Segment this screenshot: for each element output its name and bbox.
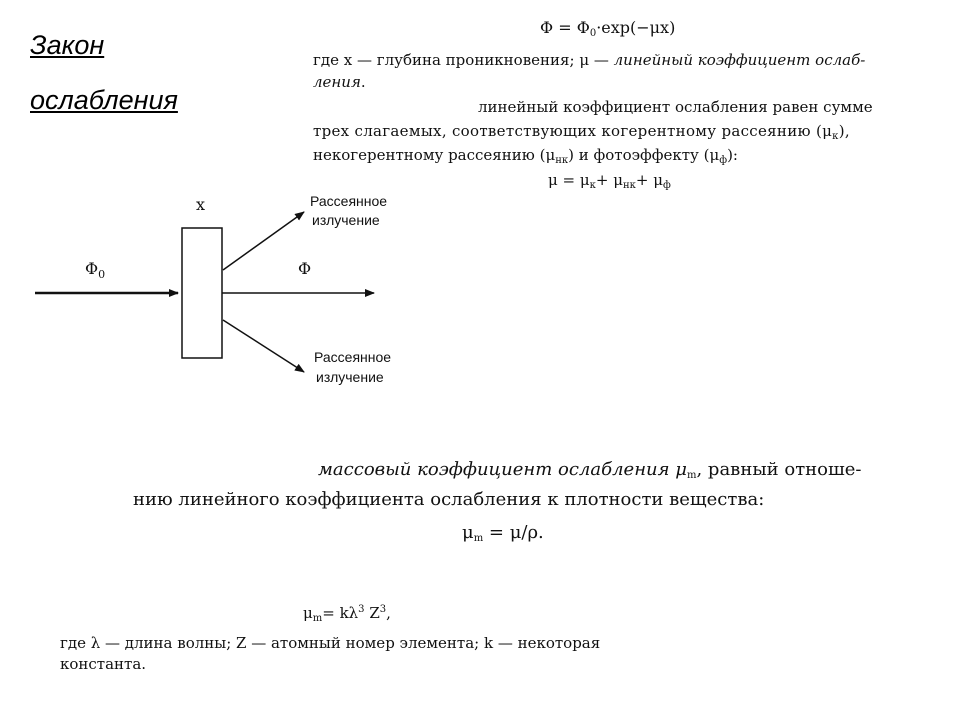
attenuation-formula: $\Phi = \Phi_0\cdot\exp(-\mu x)$: [540, 18, 676, 39]
sum-formula: $\mu = \mu_к+ \mu_{нк}+ \mu_ф$: [548, 171, 671, 191]
paragraph-line-3: некогерентному рассеянию $(\mu_{нк})$ и фотоэффекту $(\mu_ф)$:: [313, 146, 738, 166]
transmitted-flux-label: Φ: [298, 259, 312, 278]
bottom-where-line-1: где λ — длина волны; Z — атомный номер элемента; k — некоторая: [60, 634, 601, 652]
title-line-2: ослабления: [30, 85, 178, 115]
scattered-bottom-label-2: излучение: [316, 369, 384, 385]
where-x-continuation: ления.: [313, 73, 366, 91]
thickness-label: x: [196, 195, 206, 214]
mass-coefficient-approx-formula: $\mu_m= k\lambda^3$ $Z^3$,: [303, 604, 391, 624]
scattered-top-label-1: Рассеянное: [310, 193, 388, 209]
paragraph-line-1: линейный коэффициент ослабления равен сумме: [478, 98, 873, 116]
scattered-top-label-2: излучение: [312, 212, 380, 228]
scattered-down-arrow: [223, 320, 304, 372]
mass-coefficient-formula: $\mu_m = \mu/\rho$.: [462, 522, 544, 544]
mass-coefficient-line-2: нию линейного коэффициента ослабления к плотности вещества:: [133, 489, 765, 510]
attenuation-diagram: [20, 180, 420, 400]
where-x-line: где x — глубина проникновения; μ — линейный коэффициент ослаб-: [313, 51, 866, 69]
incident-flux-label: $\Phi_0$: [85, 259, 106, 281]
bottom-where-line-2: константа.: [60, 655, 147, 673]
mass-coefficient-line-1: массовый коэффициент ослабления $\mu_m$, равный отноше-: [318, 459, 862, 481]
scattered-bottom-label-1: Рассеянное: [314, 349, 392, 365]
paragraph-line-2: трех слагаемых, соответствующих когерентному рассеянию $(\mu_к)$,: [313, 122, 850, 142]
scattered-up-arrow: [223, 212, 304, 270]
absorber-slab: [182, 228, 222, 358]
title-line-1: Закон: [30, 30, 105, 60]
